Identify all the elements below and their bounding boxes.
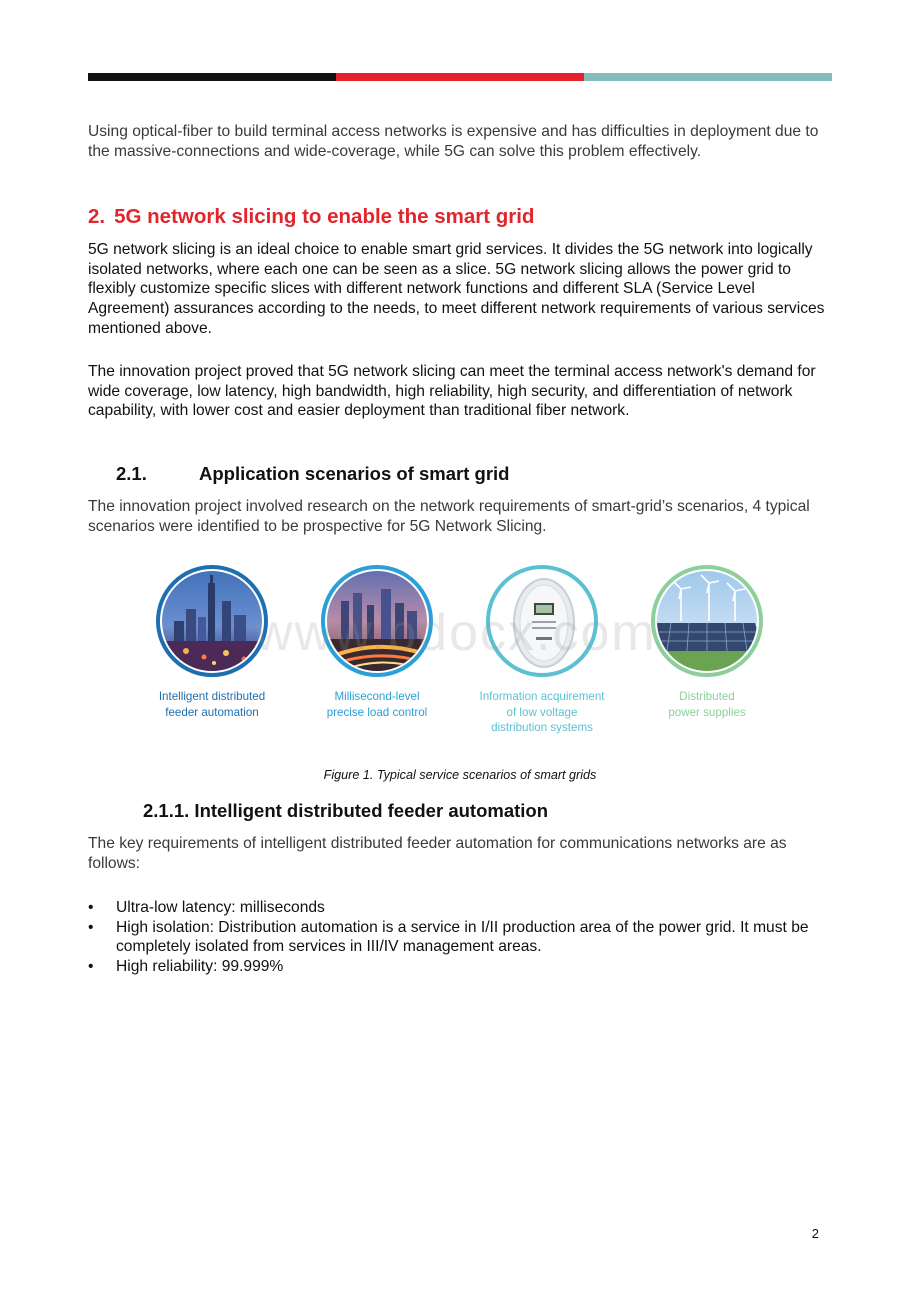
scenario-1-line-2: feeder automation — [165, 705, 259, 719]
section-2-1-1-heading: 2.1.1. Intelligent distributed feeder automation — [143, 800, 549, 821]
section-2-heading — [88, 205, 534, 229]
intro-paragraph: Using optical-fiber to build terminal access networks is expensive and has difficulties in deployment due to the massive-connections and wide-coverage, while 5G can solve this problem effectively. — [88, 123, 819, 160]
section-2-paragraph-2: The innovation project proved that 5G network slicing can meet the terminal access network's demand for wide coverage, low latency, high bandwidth, high reliability, high security, and differentiation of network capability, with lower cost and easier deployment than traditional fiber network. — [88, 363, 816, 420]
scenario-4-label — [617, 689, 797, 720]
scenario-3-line-2: of low voltage — [506, 705, 578, 719]
section-2-1-number: 2.1. — [116, 463, 147, 484]
scenario-3-line-3: distribution systems — [491, 721, 593, 734]
section-2-number: 2. — [88, 205, 106, 228]
section-2-1-paragraph: The innovation project involved research on the network requirements of smart-grid’s scenarios, 4 typical scenarios were identified to be prospective for 5G Network Slicing. — [88, 498, 810, 535]
solar-wind-image — [651, 565, 763, 677]
requirements-list — [88, 898, 833, 976]
city-skyline-image — [156, 565, 268, 677]
header-color-bar — [88, 73, 832, 81]
bullet-symbol: • — [88, 899, 94, 916]
scenario-2-line-1: Millisecond-level — [334, 690, 420, 703]
scenario-1-label — [122, 689, 302, 720]
scenario-3-line-1: Information acquirement — [479, 690, 605, 703]
list-item — [88, 898, 833, 918]
list-item-text: Ultra-low latency: milliseconds — [116, 899, 325, 916]
scenario-2-line-2: precise load control — [326, 705, 428, 719]
scenario-1-line-1: Intelligent distributed — [158, 690, 266, 703]
section-2-1-title: Application scenarios of smart grid — [199, 463, 510, 484]
figure-caption: Figure 1. Typical service scenarios of smart grids — [323, 768, 597, 782]
bullet-symbol: • — [88, 918, 94, 936]
page-number: 2 — [811, 1226, 819, 1241]
list-item — [88, 918, 833, 957]
section-2-1-1-paragraph: The key requirements of intelligent distributed feeder automation for communications networks are as follows: — [88, 835, 787, 872]
list-item — [88, 957, 833, 977]
header-bar-teal — [584, 73, 832, 81]
section-2-paragraph-1: 5G network slicing is an ideal choice to enable smart grid services. It divides the 5G network into logically isolated networks, where each one can be seen as a slice. 5G network slicing allows the power grid to flexibly customize specific slices with different network functions and different SLA (Service Level Agreement) assurances according to the needs, to meet different network requirements of various services mentioned above. — [88, 241, 825, 337]
scenario-4-line-2: power supplies — [668, 705, 746, 719]
scenario-2-label — [287, 689, 467, 720]
watermark: www.bdocx.com — [255, 604, 657, 662]
section-2-title: 5G network slicing to enable the smart grid — [114, 205, 535, 228]
bullet-symbol: • — [88, 957, 94, 975]
header-bar-black — [88, 73, 336, 81]
header-bar-red — [336, 73, 584, 81]
list-item-text: High isolation: Distribution automation is a service in I/II production area of the power grid. It must be completely isolated from services in III/IV management areas. — [116, 918, 809, 955]
scenario-3-label — [452, 689, 632, 736]
scenario-4-line-1: Distributed — [679, 690, 735, 703]
list-item-text: High reliability: 99.999% — [116, 957, 284, 975]
